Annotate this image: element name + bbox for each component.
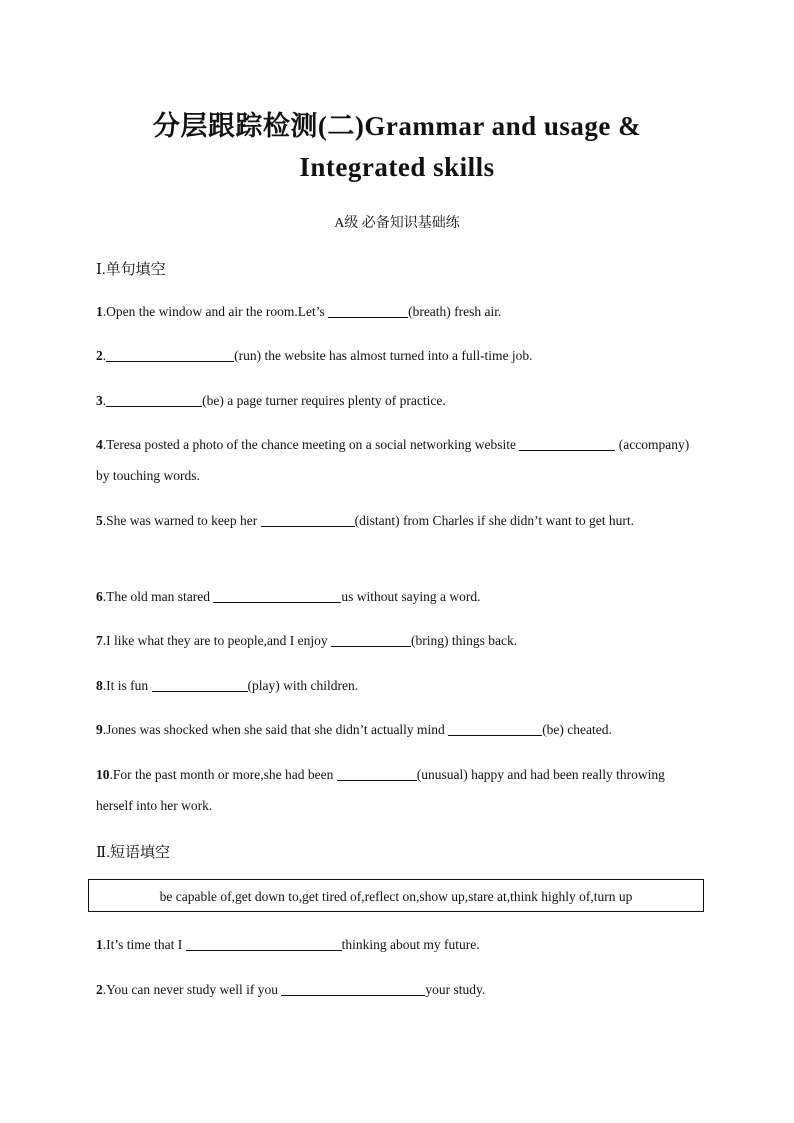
question-5	[96, 505, 696, 536]
question-hint: your study.	[425, 982, 486, 997]
question-hint: (unusual) happy and had been really throwing herself into her work.	[96, 767, 665, 813]
question-8	[96, 670, 696, 701]
answer-blank[interactable]	[152, 677, 248, 692]
level-subtitle: A级 必备知识基础练	[334, 216, 460, 231]
question-1	[96, 296, 696, 327]
question-text: .For the past month or more,she had been	[109, 767, 337, 782]
answer-blank[interactable]	[186, 936, 342, 951]
question-text: .It is fun	[102, 678, 152, 693]
question-hint: thinking about my future.	[341, 937, 480, 952]
question-9	[96, 714, 696, 745]
question-6	[96, 581, 696, 612]
question-number: 6	[96, 589, 103, 604]
answer-blank[interactable]	[213, 588, 341, 603]
answer-blank[interactable]	[337, 766, 417, 781]
answer-blank[interactable]	[261, 512, 355, 527]
question-hint: (distant) from Charles if she didn’t want to get hurt.	[354, 513, 635, 528]
question-number: 3	[96, 393, 103, 408]
answer-blank[interactable]	[331, 632, 411, 647]
question-text: .Teresa posted a photo of the chance meeting on a social networking website	[102, 437, 520, 452]
question-hint: (be) cheated.	[542, 722, 612, 737]
question-hint: (bring) things back.	[411, 633, 518, 648]
question-2	[96, 340, 696, 371]
question-text: .The old man stared	[102, 589, 214, 604]
question-number: 4	[96, 437, 103, 452]
question-hint: us without saying a word.	[341, 589, 481, 604]
answer-blank[interactable]	[106, 392, 202, 407]
question-text: .She was warned to keep her	[102, 513, 261, 528]
phrase-question-1	[96, 929, 696, 960]
question-text: .	[102, 348, 107, 363]
section-heading-2: Ⅱ.短语填空	[96, 845, 170, 861]
page-title-line-2: Integrated skills	[299, 152, 495, 182]
question-10	[96, 759, 696, 821]
question-number: 10	[96, 767, 110, 782]
phrase-question-2	[96, 974, 696, 1005]
question-text: .Jones was shocked when she said that she didn’t actually mind	[102, 722, 449, 737]
question-number: 2	[96, 982, 103, 997]
question-text: .It’s time that I	[102, 937, 186, 952]
question-7	[96, 625, 696, 656]
question-number: 2	[96, 348, 103, 363]
answer-blank[interactable]	[448, 721, 542, 736]
answer-blank[interactable]	[328, 303, 408, 318]
question-4	[96, 429, 696, 491]
page-title-line-1: 分层跟踪检测(二)Grammar and usage &	[152, 111, 642, 141]
question-number: 5	[96, 513, 103, 528]
question-text: .	[102, 393, 107, 408]
section-heading-1: Ⅰ.单句填空	[96, 262, 166, 278]
answer-blank[interactable]	[281, 981, 425, 996]
question-text: .Open the window and air the room.Let’s	[102, 304, 329, 319]
question-hint: (be) a page turner requires plenty of practice.	[202, 393, 446, 408]
answer-blank[interactable]	[519, 436, 615, 451]
question-text: .I like what they are to people,and I enjoy	[102, 633, 332, 648]
question-number: 1	[96, 304, 103, 319]
answer-blank[interactable]	[106, 347, 234, 362]
question-number: 1	[96, 937, 103, 952]
question-3	[96, 385, 696, 416]
question-number: 7	[96, 633, 103, 648]
question-hint: (run) the website has almost turned into a full-time job.	[234, 348, 533, 363]
question-hint: (accompany) by touching words.	[96, 437, 690, 483]
question-number: 9	[96, 722, 103, 737]
question-number: 8	[96, 678, 103, 693]
question-text: .You can never study well if you	[102, 982, 282, 997]
phrase-box: be capable of,get down to,get tired of,reflect on,show up,stare at,think highly of,turn up	[88, 879, 704, 912]
question-hint: (breath) fresh air.	[408, 304, 502, 319]
question-hint: (play) with children.	[247, 678, 359, 693]
